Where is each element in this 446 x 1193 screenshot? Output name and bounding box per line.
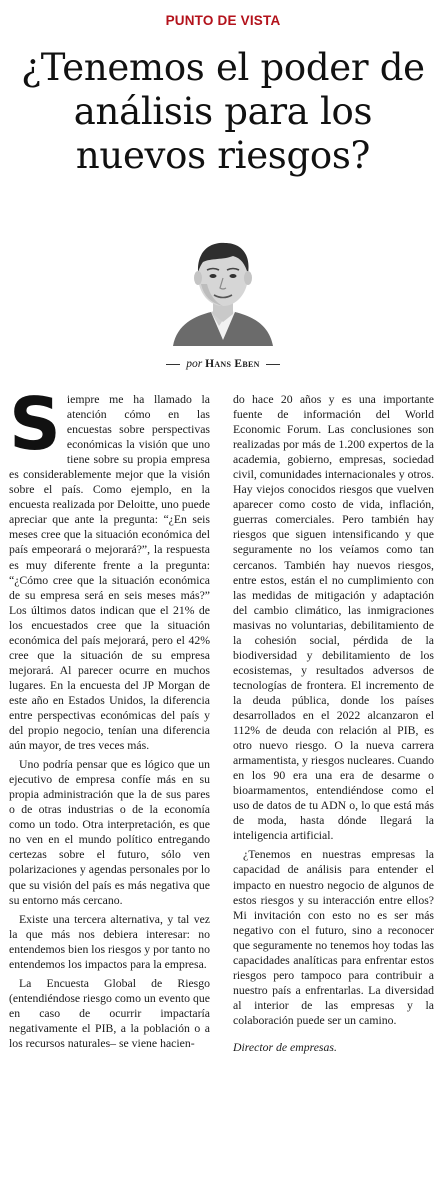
paragraph-text: iempre me ha llamado la atención cómo en las encuestas sobre perspectivas económicas la visión que uno tiene sobre su propia empresa es considerablemente mejor que la visión sobre el país. Como ejemplo, en la encuesta realizada por Deloitte, uno puede apreciar que ante la pregunta: “¿En seis meses cree que la situación económica del país empeorará o mejorará?”, la respuesta es muy diferente frente a la pregunta: “¿Cómo cree que la situación económica de su empresa será en seis meses más?” Los últimos datos indican que el 21% de los encuestados cree que la situación económica del país mejorará, pero el 42% cree que la situación de su empresa mejorará. Al parecer ocurre en muchos lugares. En la encuesta del JP Morgan de este año en Estados Unidos, la diferencia entre perspectivas económicas del país y del propio negocio, tenían una diferencia aún mayor, de tres veces más. [9, 393, 210, 753]
author-signature: Director de empresas. [233, 1040, 337, 1054]
article-paragraph: do hace 20 años y es una importante fuente de información del World Economic Forum. Las conclusiones son realizadas por más de 1.200 expertos de la academia, gobierno, empresas, sociedad civil, comunidades internacionales y otros. Hay viejos conocidos riesgos que vuelven aparecer como costo de vida, inflación, guerras comerciales. Pero también hay riesgos que siguen intensificando y que seguramente no los veíamos como tan cercanos. También hay nuevos riesgos, entre estos, están el no cumplimiento con las medidas de mitigación y adaptación del cambio climático, las inmigraciones masivas no voluntarias, debilitamiento de la cohesión social, pérdida de la biodiversidad y debilitamiento de los ecosistemas, y resultados adversos de tecnologías de frontera. El incremento de la deuda pública, donde los países desarrollados en el 2022 alcanzaron el 112% de deuda con relación al PIB, es otro nuevo riesgo. O la nueva carrera armamentista, y riesgos nucleares. Cuando en los 90 era una era de desarme o bioarmamentos, entendiéndose como el uso de datos de tu ADN o, lo que está más de moda, hasta dónde llegará la inteligencia artificial. [233, 393, 435, 843]
author-portrait [167, 228, 279, 346]
article-column-right [233, 392, 434, 1055]
byline [0, 358, 446, 370]
drop-cap: S [9, 382, 61, 466]
article-paragraph: ¿Tenemos en nuestras empresas la capacidad de análisis para entender el impacto en nuestro negocio de algunos de estos riesgos y su interacción entre ellos? Mi invitación con esto no es ser más negativo con el futuro, sino a reconocer que seguramente no tenemos hoy todas las capacidades analíticas para enfrentar estos riesgos pero tampoco para contribuir a nuestro país a enfrentarlas. La diversidad al interior de las empresas y la colaboración puede ser un camino. [233, 848, 434, 1027]
article-paragraph [9, 382, 210, 753]
section-label: PUNTO DE VISTA [165, 13, 281, 28]
article-paragraph: La Encuesta Global de Riesgo (entendiéndose riesgo como un evento que en caso de ocurrir impactaría negativamente el PIB, a la población o a los recursos naturales– se viene hacien- [9, 976, 210, 1050]
article-paragraph: Existe una tercera alternativa, y tal vez la que más nos debiera interesar: no entendemos bien los riesgos y por tanto no entendemos los impactos para la empresa. [9, 912, 210, 971]
byline-rule-left [166, 364, 180, 365]
article-paragraph: Uno podría pensar que es lógico que un ejecutivo de empresa confíe más en su propia administración que la de sus pares o de otras industrias o de la economía como un todo. Otra interpretación, es que no ven en el mundo político entregando certezas sobre el futuro, sólo ven polarizaciones y agendas personales por lo que su visión del país es más negativa que su entorno más cercano. [9, 758, 210, 907]
author-name: Hans Eben [205, 358, 260, 370]
section-tag [0, 12, 446, 30]
byline-rule-right [266, 364, 280, 365]
headline: ¿Tenemos el poder de análisis para los nuevos riesgos? [21, 46, 425, 177]
byline-prefix: por [186, 358, 203, 370]
article-column-left [9, 382, 210, 1051]
